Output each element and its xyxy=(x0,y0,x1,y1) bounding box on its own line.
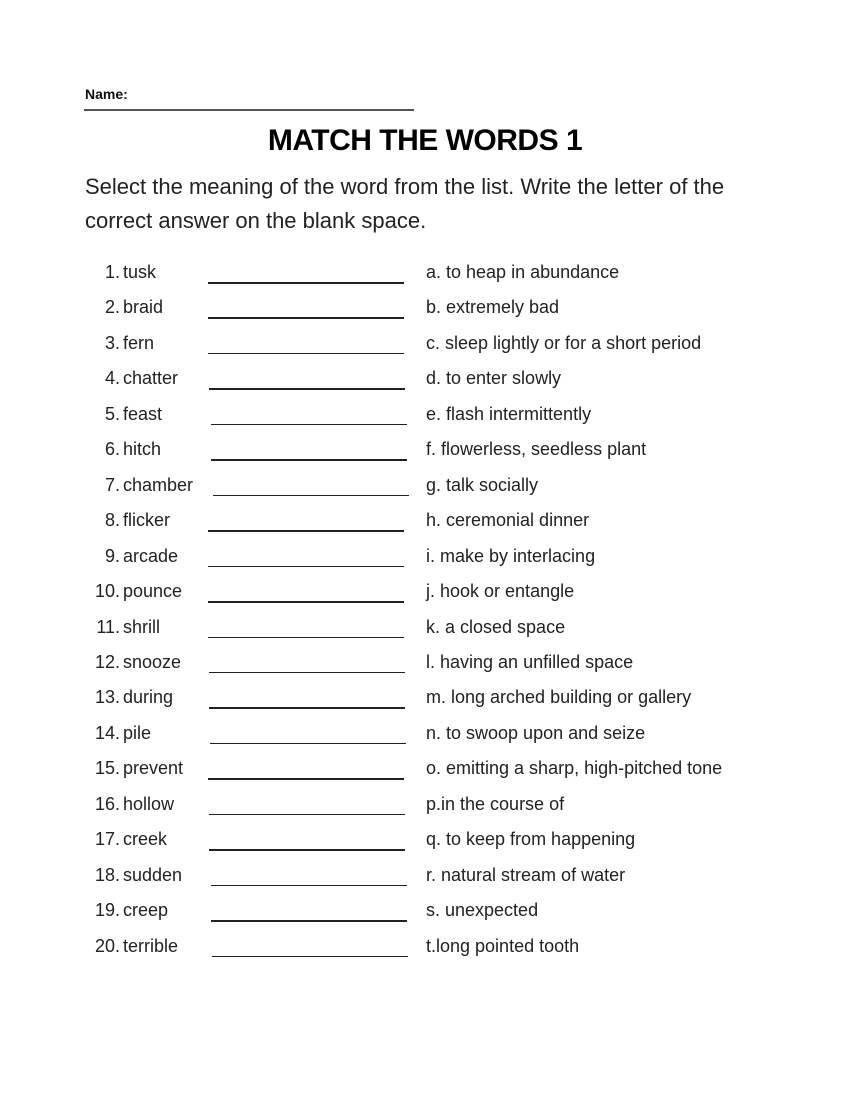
answer-blank[interactable] xyxy=(209,707,405,709)
answer-blank[interactable] xyxy=(212,956,408,958)
vocabulary-word: braid xyxy=(123,297,164,318)
answer-blank[interactable] xyxy=(211,920,407,922)
item-number: 18. xyxy=(94,864,120,885)
item-number: 16. xyxy=(94,793,120,814)
item-number: 11. xyxy=(96,616,120,637)
vocabulary-word: hitch xyxy=(123,439,162,460)
matching-row xyxy=(0,439,850,469)
matching-row xyxy=(0,687,850,717)
matching-row xyxy=(0,652,850,682)
item-number: 17. xyxy=(94,829,120,850)
item-number: 10. xyxy=(94,581,120,602)
item-number: 9. xyxy=(104,545,120,566)
item-number: 8. xyxy=(104,510,120,531)
answer-blank[interactable] xyxy=(209,672,405,674)
definition-option: d. to enter slowly xyxy=(426,368,562,389)
name-input-line[interactable] xyxy=(84,109,414,111)
definition-option: r. natural stream of water xyxy=(426,864,626,885)
matching-row xyxy=(0,794,850,824)
vocabulary-word: hollow xyxy=(123,793,175,814)
answer-blank[interactable] xyxy=(208,601,404,603)
vocabulary-word: tusk xyxy=(123,262,157,282)
vocabulary-word: chamber xyxy=(123,474,194,495)
answer-blank[interactable] xyxy=(209,388,405,390)
answer-blank[interactable] xyxy=(211,459,407,461)
answer-blank[interactable] xyxy=(208,317,404,319)
definition-option: l. having an unfilled space xyxy=(426,651,634,672)
vocabulary-word: arcade xyxy=(123,545,179,566)
matching-row xyxy=(0,865,850,895)
matching-row xyxy=(0,723,850,753)
matching-row xyxy=(0,546,850,576)
matching-row xyxy=(0,333,850,363)
item-number: 12. xyxy=(94,651,120,672)
vocabulary-word: fern xyxy=(123,332,155,353)
matching-row xyxy=(0,581,850,611)
page-title: MATCH THE WORDS 1 xyxy=(267,124,583,157)
answer-blank[interactable] xyxy=(213,495,409,497)
item-number: 4. xyxy=(104,368,120,389)
matching-row xyxy=(0,617,850,647)
definition-option: t.long pointed tooth xyxy=(426,935,580,956)
item-number: 15. xyxy=(94,758,120,779)
answer-blank[interactable] xyxy=(208,282,404,284)
vocabulary-word: prevent xyxy=(123,758,184,779)
matching-row xyxy=(0,829,850,859)
definition-option: k. a closed space xyxy=(426,616,566,637)
vocabulary-word: during xyxy=(123,687,174,708)
matching-row xyxy=(0,900,850,930)
definition-option: o. emitting a sharp, high-pitched tone xyxy=(426,758,723,779)
matching-row xyxy=(0,936,850,966)
answer-blank[interactable] xyxy=(208,637,404,639)
definition-option: n. to swoop upon and seize xyxy=(426,722,646,743)
vocabulary-word: creek xyxy=(123,829,168,850)
definition-option: c. sleep lightly or for a short period xyxy=(426,332,702,353)
item-number: 2. xyxy=(104,297,120,318)
item-number: 3. xyxy=(104,332,120,353)
vocabulary-word: creep xyxy=(123,900,169,921)
answer-blank[interactable] xyxy=(211,885,407,887)
item-number: 1. xyxy=(104,262,120,282)
matching-row xyxy=(0,297,850,327)
definition-option: i. make by interlacing xyxy=(426,545,596,566)
vocabulary-word: flicker xyxy=(123,510,171,531)
item-number: 5. xyxy=(104,403,120,424)
answer-blank[interactable] xyxy=(209,814,405,816)
matching-row xyxy=(0,475,850,505)
definition-option: a. to heap in abundance xyxy=(426,262,620,282)
matching-row xyxy=(0,368,850,398)
answer-blank[interactable] xyxy=(211,424,407,426)
matching-row xyxy=(0,758,850,788)
matching-row xyxy=(0,510,850,540)
answer-blank[interactable] xyxy=(208,778,404,780)
vocabulary-word: terrible xyxy=(123,935,179,956)
definition-option: f. flowerless, seedless plant xyxy=(426,439,647,460)
matching-row xyxy=(0,262,850,292)
vocabulary-word: shrill xyxy=(123,616,161,637)
item-number: 13. xyxy=(94,687,120,708)
answer-blank[interactable] xyxy=(208,530,404,532)
answer-blank[interactable] xyxy=(208,566,404,568)
item-number: 20. xyxy=(94,935,120,956)
item-number: 19. xyxy=(94,900,120,921)
vocabulary-word: pounce xyxy=(123,581,183,602)
definition-option: g. talk socially xyxy=(426,474,539,495)
answer-blank[interactable] xyxy=(210,743,406,745)
definition-option: m. long arched building or gallery xyxy=(426,687,692,708)
name-label: Name: xyxy=(85,86,128,102)
item-number: 7. xyxy=(104,474,120,495)
definition-option: b. extremely bad xyxy=(426,297,560,318)
vocabulary-word: chatter xyxy=(123,368,179,389)
definition-option: e. flash intermittently xyxy=(426,403,592,424)
definition-option: s. unexpected xyxy=(426,900,539,921)
item-number: 14. xyxy=(94,722,120,743)
vocabulary-word: snooze xyxy=(123,651,182,672)
instructions: Select the meaning of the word from the list. Write the letter of the correct answer on the blank space. xyxy=(85,174,725,233)
answer-blank[interactable] xyxy=(208,353,404,355)
definition-option: q. to keep from happening xyxy=(426,829,636,850)
definition-option: h. ceremonial dinner xyxy=(426,510,590,531)
vocabulary-word: feast xyxy=(123,403,163,424)
item-number: 6. xyxy=(104,439,120,460)
vocabulary-word: sudden xyxy=(123,864,183,885)
matching-row xyxy=(0,404,850,434)
definition-option: p.in the course of xyxy=(426,793,565,814)
vocabulary-word: pile xyxy=(123,722,152,743)
answer-blank[interactable] xyxy=(209,849,405,851)
definition-option: j. hook or entangle xyxy=(426,581,575,602)
